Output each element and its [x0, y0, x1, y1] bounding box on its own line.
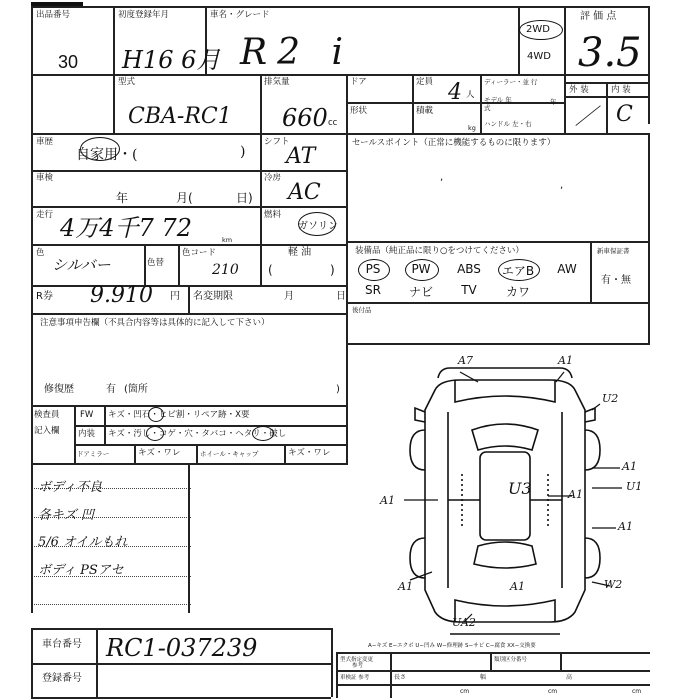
mark-a1-front: A1 — [558, 354, 573, 367]
length-label: 長さ — [394, 674, 407, 681]
repair-history-value: 有 — [106, 384, 116, 395]
mark-a1-right-1: A1 — [622, 460, 637, 473]
exterior-label: 外 装 — [569, 85, 589, 95]
circled-airbag — [498, 259, 540, 281]
equipment-leather: カワ — [505, 285, 530, 299]
inspection-year: 年 — [116, 191, 129, 205]
history-value: 自家用・( — [76, 147, 138, 163]
car-damage-diagram — [360, 350, 650, 650]
score-value: 3.5 — [578, 30, 642, 76]
sales-point-mark: , — [440, 172, 444, 183]
equipment-pw: PW — [411, 262, 431, 276]
recycle-label: R券 — [36, 291, 53, 302]
displacement-label: 排気量 — [264, 77, 290, 87]
drive-2wd: 2WD — [526, 24, 550, 35]
equipment-tv: TV — [461, 283, 477, 297]
first-registration-label: 初度登録年月 — [118, 10, 170, 20]
circled-2wd-mark — [519, 20, 563, 40]
shape-label: 形状 — [350, 106, 368, 116]
reference-label: 参考 — [352, 663, 364, 669]
mark-u1: U1 — [626, 480, 643, 493]
repair-history-label: 修復歴 — [44, 384, 74, 395]
mileage-label: 走行 — [36, 210, 54, 220]
mark-a7: A7 — [458, 354, 473, 367]
equipment-aw: AW — [557, 262, 577, 276]
fuel-paren-open: ( — [268, 263, 273, 277]
inspector-label-2: 記入欄 — [34, 426, 60, 436]
chassis-label: 車台番号 — [42, 639, 82, 650]
mileage-value: 4万4千7 72 — [60, 214, 192, 242]
recycle-value: 9.910 — [90, 283, 153, 308]
capacity-unit: 人 — [466, 90, 475, 100]
displacement-value: 660 — [282, 104, 328, 132]
first-registration-value: H16 6月 — [122, 46, 221, 74]
ac-label: 冷房 — [264, 173, 282, 183]
repair-location-label: (箇所 — [124, 384, 148, 395]
inspector-wheel-tag: ホイール・キャップ — [200, 450, 259, 458]
circled-tobacco — [252, 426, 274, 441]
inspector-mirror-text: キズ・ワレ — [138, 448, 181, 458]
equipment-label: 装備品（純正品に限り○をつけてください） — [355, 246, 524, 256]
recycle-unit: 円 — [170, 291, 180, 302]
lot-value: 30 — [58, 52, 79, 72]
type-label: 型式 — [118, 77, 136, 87]
mark-u3: U3 — [508, 479, 532, 498]
model-name-value: R2 i — [240, 32, 353, 73]
width-label: 幅 — [480, 674, 487, 681]
equipment-ps: PS — [365, 262, 381, 276]
sales-point-mark: , — [560, 180, 564, 191]
mark-a1-right-3: A1 — [618, 520, 633, 533]
circled-stain — [146, 426, 164, 441]
fuel-paren-close: ) — [330, 263, 335, 277]
type-value: CBA-RC1 — [128, 104, 232, 129]
mark-a1-rear-left: A1 — [398, 580, 413, 593]
inspector-mirror-tag: ドアミラー — [77, 450, 110, 458]
comment-line-1: ボディ不良 — [38, 480, 102, 495]
mark-a1-left: A1 — [380, 494, 395, 507]
comment-line-3: 5/6 オイルもれ — [38, 535, 128, 550]
inspector-fw-tag: FW — [80, 410, 94, 420]
load-unit: kg — [468, 124, 476, 132]
shift-value: AT — [286, 144, 316, 169]
mark-w2: W2 — [604, 578, 623, 591]
equipment-navi: ナビ — [408, 285, 433, 299]
model-year-label: モデル 年式 — [484, 96, 512, 112]
mark-u2: U2 — [602, 392, 619, 405]
length-reference-label: 車検証 参考 — [340, 675, 370, 681]
name-change-month: 月 — [284, 291, 294, 302]
comment-line-4: ボディ PSアセ — [38, 563, 124, 578]
fuel-light-oil: 軽 油 — [288, 247, 312, 258]
type-change-label: 型式指定変更 — [340, 657, 374, 663]
inspector-interior-text: キズ・汚し・コゲ・穴・タバコ・ヘタリ・破し — [108, 429, 287, 439]
shift-label: シフト — [264, 137, 290, 147]
equipment-abs: ABS — [457, 262, 481, 276]
color-value: シルバー — [52, 256, 111, 274]
circled-fw-dent — [148, 407, 164, 422]
height-unit: cm — [632, 688, 642, 695]
ac-value: AC — [288, 180, 321, 205]
circled-private-use — [80, 137, 120, 161]
interior-value: C — [616, 102, 633, 127]
score-label: 評 価 点 — [580, 11, 617, 22]
repaint-label: 色替 — [147, 258, 165, 268]
chassis-value: RC1-037239 — [106, 634, 258, 662]
interior-label: 内 装 — [611, 85, 631, 95]
length-unit: cm — [460, 688, 470, 695]
color-label: 色 — [36, 248, 45, 258]
inspector-fw-text: キズ・凹石・ヒビ割・リペア跡・X要 — [108, 410, 250, 420]
fuel-gasoline: ガソリン — [298, 221, 338, 232]
exterior-value: ／ — [575, 105, 598, 130]
model-name-label: 車名・グレード — [210, 10, 270, 20]
year-unit: 年 — [550, 98, 557, 106]
inspector-interior-tag: 内装 — [78, 429, 96, 439]
width-unit: cm — [548, 688, 558, 695]
warranty-value: 有・無 — [601, 275, 631, 286]
mark-a1-rear: A1 — [510, 580, 525, 593]
inspection-month: 月( — [176, 191, 193, 205]
load-label: 積載 — [416, 106, 434, 116]
history-label: 車歴 — [36, 137, 54, 147]
lot-label: 出品番号 — [36, 10, 71, 20]
inspection-day: 日) — [236, 191, 253, 205]
equipment-airbag: エアB — [501, 264, 535, 278]
name-change-day: 日 — [336, 291, 346, 302]
mark-a1-right-2: A1 — [568, 488, 583, 501]
handle-label: ハンドル 左・右 — [484, 120, 532, 128]
doors-label: ドア — [350, 77, 367, 87]
displacement-unit: cc — [328, 118, 338, 128]
color-code-value: 210 — [212, 262, 239, 278]
circled-pw — [405, 259, 439, 281]
color-code-label: 色コード — [182, 248, 217, 258]
fuel-label: 燃料 — [264, 210, 282, 220]
history-close-paren: ) — [240, 144, 246, 160]
height-label: 高 — [566, 674, 573, 681]
circled-gasoline — [298, 212, 336, 236]
mark-ua2: UA2 — [452, 616, 476, 629]
repair-close-paren: ) — [336, 384, 340, 395]
inspector-label-1: 検査員 — [34, 410, 60, 420]
mileage-unit: km — [222, 236, 233, 244]
sales-point-label: セールスポイント（正常に機能するものに限ります） — [352, 138, 556, 148]
damage-legend: A−キズ E−エクボ U−凹み W−修理跡 S−サビ C−腐食 XX−交換要 — [368, 643, 536, 649]
inspector-wheel-text: キズ・ワレ — [288, 448, 331, 458]
class-label: 類別区分番号 — [494, 657, 528, 663]
post-install-label: 後付品 — [352, 306, 372, 314]
comment-line-2: 各キズ 凹 — [38, 508, 94, 523]
capacity-label: 定員 — [416, 77, 434, 87]
warranty-label: 新車保証書 — [597, 247, 630, 255]
registration-label: 登録番号 — [42, 673, 82, 684]
capacity-value: 4 — [448, 80, 462, 105]
inspection-label: 車検 — [36, 173, 54, 183]
drive-4wd: 4WD — [527, 51, 551, 62]
name-change-label: 名変期限 — [193, 291, 233, 302]
notes-label: 注意事項申告欄（不具合内容等は具体的に記入して下さい） — [40, 318, 270, 328]
dealer-label: ディーラー・並 行 — [484, 78, 538, 86]
equipment-sr: SR — [365, 283, 381, 297]
circled-ps — [358, 259, 390, 281]
